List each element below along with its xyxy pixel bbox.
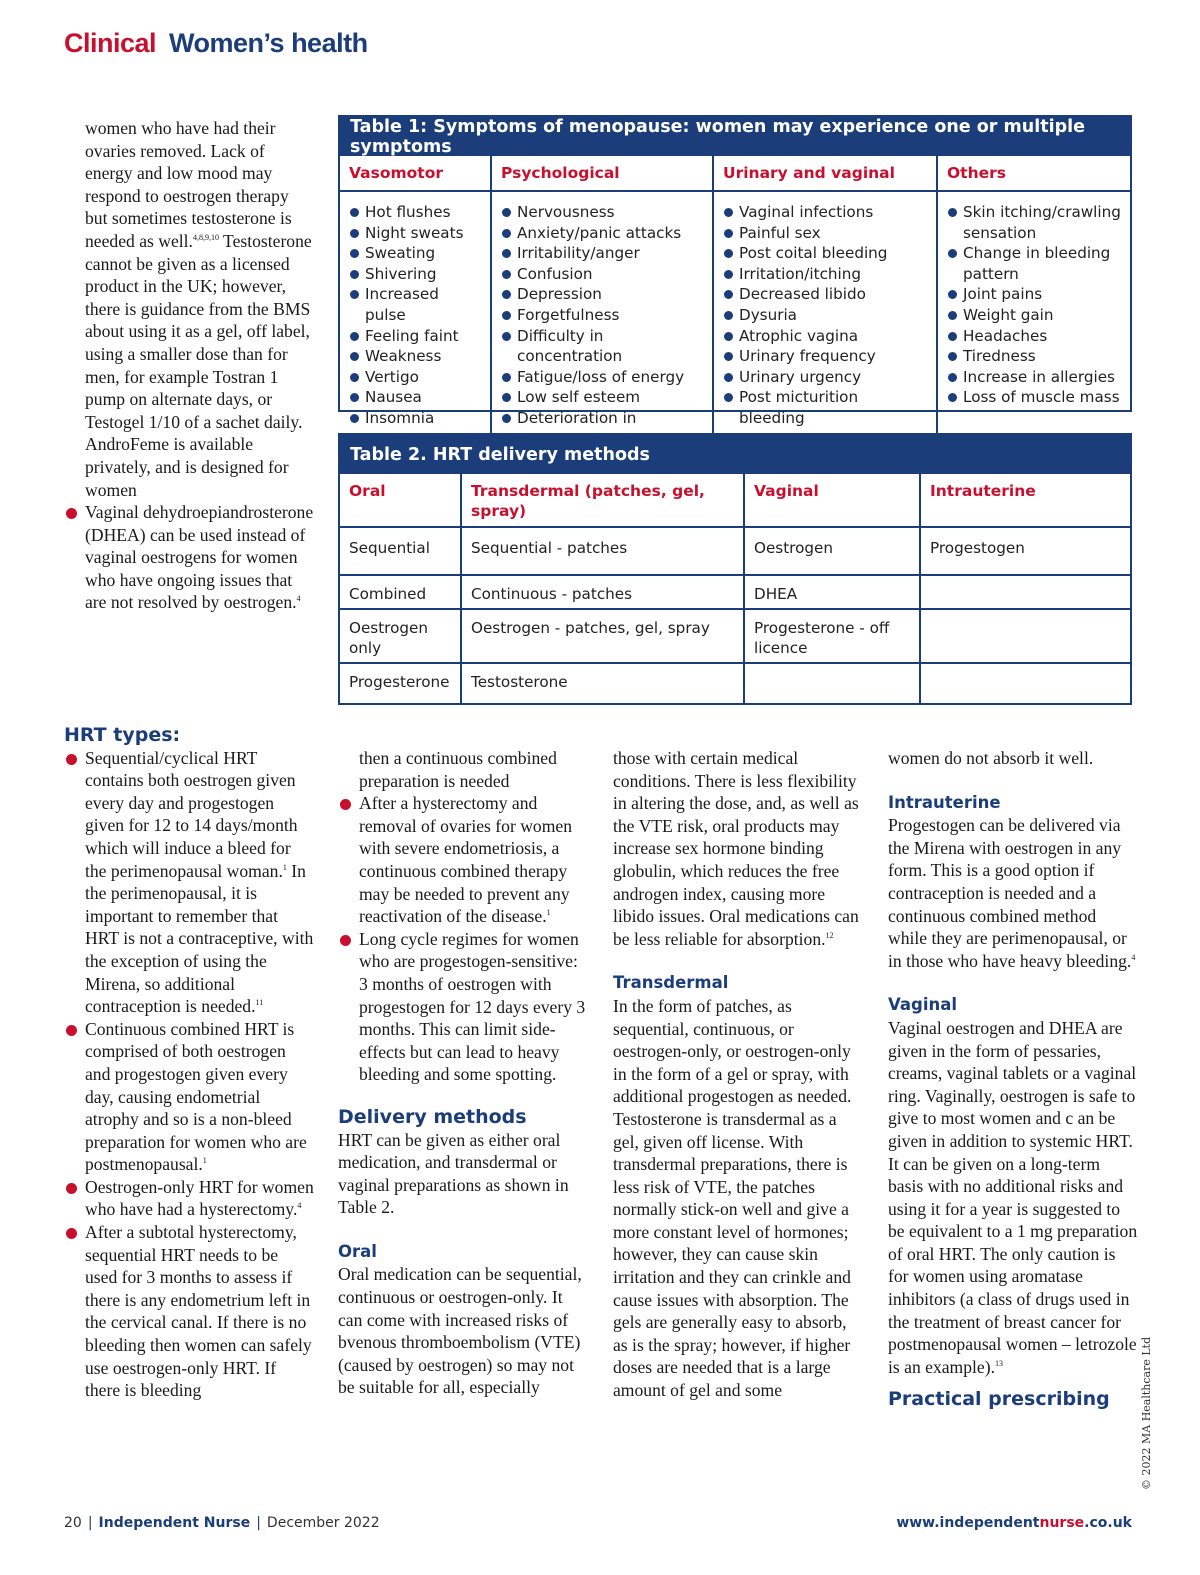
list-item: Irritation/itching xyxy=(723,264,927,285)
oral-continued-text: those with certain medical conditions. There is less flexibility in altering the dose, and, as well as the VTE risk, oral products may increase sex hormone binding globulin, which reduces the free androgen index, causing more libido issues. Oral medications can be less reliable for absorption.$^{12}$ xyxy=(613,748,859,949)
table-symptoms-of-menopause xyxy=(338,115,1132,427)
table-cell: Progesterone - off licence xyxy=(744,609,920,663)
table1-cell-vasomotor xyxy=(340,191,491,449)
issue-date: December 2022 xyxy=(266,1515,380,1531)
list-item: Oestrogen-only HRT for women who have had a hysterectomy.$^4$ xyxy=(64,1176,314,1221)
table1-title: Table 1: Symptoms of menopause: women may experience one or multiple symptoms xyxy=(340,117,1130,156)
table-cell: DHEA xyxy=(744,575,920,609)
copyright-notice: © 2022 MA Healthcare Ltd xyxy=(1140,1336,1153,1490)
table2-header-intrauterine: Intrauterine xyxy=(920,474,1130,527)
table-cell xyxy=(744,663,920,703)
table-cell xyxy=(920,609,1130,663)
list-item: Continuous combined HRT is comprised of both oestrogen and progestogen given every day, causing endometrial atrophy and so is a non-bleed preparation for women who are postmenopausal.$^1$ xyxy=(64,1018,314,1176)
table1-header-vasomotor: Vasomotor xyxy=(340,156,491,191)
table1-cell-urinary-vaginal xyxy=(713,191,937,449)
list-item: Headaches xyxy=(947,326,1121,347)
list-item: Night sweats xyxy=(349,223,481,244)
section-header xyxy=(64,28,368,59)
hrt-types-heading: HRT types: xyxy=(64,724,181,746)
table-cell: Sequential xyxy=(340,527,461,575)
list-item: Joint pains xyxy=(947,284,1121,305)
vaginal-heading: Vaginal xyxy=(888,995,958,1015)
website-link[interactable]: www.independentnurse.co.uk xyxy=(896,1515,1132,1531)
list-item: Tiredness xyxy=(947,346,1121,367)
list-item: Increased pulse xyxy=(349,284,481,325)
table-cell: Sequential - patches xyxy=(461,527,744,575)
table1-header-psychological: Psychological xyxy=(491,156,713,191)
list-item: Weakness xyxy=(349,346,481,367)
list-item: Dysuria xyxy=(723,305,927,326)
list-item: Urinary frequency xyxy=(723,346,927,367)
table-cell: Continuous - patches xyxy=(461,575,744,609)
list-item: Loss of muscle mass xyxy=(947,387,1121,408)
table-cell: Oestrogen - patches, gel, spray xyxy=(461,609,744,663)
hrt-types-list xyxy=(64,747,314,1402)
list-item: Irritability/anger xyxy=(501,243,703,264)
list-item: Nausea xyxy=(349,387,481,408)
publication-name: Independent Nurse xyxy=(98,1515,251,1531)
vaginal-text: Vaginal oestrogen and DHEA are given in the form of pessaries, creams, vaginal tablets or a vaginal ring. Vaginally, oestrogen is safe to give to most women and c an be given in addition to systemic HRT. It can be given on a long-term basis with no additional risks and using it for a year is suggested to be equivalent to a 1 mg preparation of oral HRT. The only caution is for women using aromatase inhibitors (a class of drugs used in the treatment of breast cancer for postmenopausal women – letrozole is an example).$^{13}$ xyxy=(888,1017,1138,1377)
delivery-methods-text: HRT can be given as either oral medication, and transdermal or vaginal preparations as shown in Table 2. xyxy=(338,1129,569,1218)
list-item: Shivering xyxy=(349,264,481,285)
list-item: Change in bleeding pattern xyxy=(947,243,1121,284)
table2-grid xyxy=(340,474,1130,703)
intrauterine-heading: Intrauterine xyxy=(888,792,1001,812)
table1-header-others: Others xyxy=(937,156,1130,191)
transdermal-heading: Transdermal xyxy=(613,973,729,993)
transdermal-text: In the form of patches, as sequential, continuous, or oestrogen-only, or oestrogen-only in the form of a gel or spray, with additional progestogen as needed. Testosterone is transdermal as a gel, given off license. With transdermal preparations, there is less risk of VTE, the patches normally stick-on well and give a more constant level of hormones; however, they can cause skin irritation and they can crinkle and cause issues with absorption. The gels are generally easy to absorb, as is the spray; however, if higher doses are needed that is a large amount of gel and some xyxy=(613,995,852,1401)
table-cell: Oestrogen xyxy=(744,527,920,575)
list-item: Skin itching/crawling sensation xyxy=(947,202,1121,243)
list-item: Hot flushes xyxy=(349,202,481,223)
table-cell: Combined xyxy=(340,575,461,609)
list-item: Confusion xyxy=(501,264,703,285)
table2-header-transdermal: Transdermal (patches, gel, spray) xyxy=(461,474,744,527)
table-cell xyxy=(920,663,1130,703)
practical-prescribing-heading: Practical prescribing xyxy=(888,1388,1110,1411)
table-hrt-delivery-methods xyxy=(338,433,1132,705)
transdermal-continued-text: women do not absorb it well. xyxy=(888,748,1094,768)
list-item: Insomnia xyxy=(349,408,481,429)
list-item: After a subtotal hysterectomy, sequential HRT needs to be used for 3 months to assess if there is any endometrium left in the cervical canal. If there is no bleeding then women can safely use oestrogen-only HRT. If there is bleeding xyxy=(64,1221,314,1402)
list-item: Weight gain xyxy=(947,305,1121,326)
column-top-left xyxy=(64,117,314,614)
table-cell xyxy=(920,575,1130,609)
column-3 xyxy=(613,747,865,1402)
list-item: Anxiety/panic attacks xyxy=(501,223,703,244)
table-cell: Oestrogen only xyxy=(340,609,461,663)
table-cell: Progesterone xyxy=(340,663,461,703)
list-item: Nervousness xyxy=(501,202,703,223)
list-item: Decreased libido xyxy=(723,284,927,305)
table1-header-urinary-vaginal: Urinary and vaginal xyxy=(713,156,937,191)
table2-header-vaginal: Vaginal xyxy=(744,474,920,527)
oral-heading: Oral xyxy=(338,1241,377,1261)
list-item: Increase in allergies xyxy=(947,367,1121,388)
list-item: Vaginal dehydroepiandrosterone (DHEA) can be used instead of vaginal oestrogens for women who have ongoing issues that are not resolved by oestrogen.$^4$ xyxy=(64,501,314,614)
list-item: After a hysterectomy and removal of ovaries for women with severe endometriosis, a continuous combined therapy may be needed to prevent any reactivation of the disease.$^1$ xyxy=(338,792,588,928)
list-item: Deterioration in xyxy=(501,408,703,449)
table1-cell-psychological xyxy=(491,191,713,449)
list-item: Low self esteem xyxy=(501,387,703,408)
table2-header-oral: Oral xyxy=(340,474,461,527)
list-item: Forgetfulness xyxy=(501,305,703,326)
list-item: Fatigue/loss of energy xyxy=(501,367,703,388)
dhea-bullet-list xyxy=(64,501,314,614)
oral-text: Oral medication can be sequential, continuous or oestrogen-only. It can come with increased risks of bvenous thromboembolism (VTE) (caused by oestrogen) so may not be suitable for all, especially xyxy=(338,1264,582,1398)
lead-paragraph: women who have had their ovaries removed. Lack of energy and low mood may respond to oestrogen therapy but sometimes testosterone is needed as well.$^{4,8,9,10}$ Testosterone cannot be given as a licensed product in the UK; however, there is guidance from the BMS about using it as a gel, off label, using a smaller dose than for men, for example Tostran 1 pump on alternate days, or Testogel 1/10 of a sachet daily. AndroFeme is available privately, and is designed for women xyxy=(85,118,312,500)
list-item: Depression xyxy=(501,284,703,305)
list-item: Sweating xyxy=(349,243,481,264)
delivery-methods-heading: Delivery methods xyxy=(338,1105,527,1128)
list-item: Vertigo xyxy=(349,367,481,388)
table1-cell-others xyxy=(937,191,1130,449)
section-label: Clinical xyxy=(64,28,157,58)
list-item: Difficulty in concentration xyxy=(501,326,703,367)
column-2 xyxy=(338,747,588,1399)
page-number: 20 xyxy=(64,1515,82,1531)
table2-title: Table 2. HRT delivery methods xyxy=(340,435,1130,474)
continued-text: then a continuous combined preparation is needed xyxy=(359,748,557,791)
list-item: Painful sex xyxy=(723,223,927,244)
page-footer: 20 | Independent Nurse | December 2022 xyxy=(64,1515,380,1531)
table-cell: Testosterone xyxy=(461,663,744,703)
list-item: Post micturition bleeding xyxy=(723,387,927,428)
topic-label: Women’s health xyxy=(169,28,368,58)
list-item: Long cycle regimes for women who are progestogen-sensitive: 3 months of oestrogen with progestogen for 12 days every 3 months. This can limit side-effects but can lead to heavy bleeding and some spotting. xyxy=(338,928,588,1086)
table1-grid xyxy=(340,156,1130,449)
intrauterine-text: Progestogen can be delivered via the Mirena with oestrogen in any form. This is a good option if contraception is needed and a continuous combined method while they are perimenopausal, or in those who have heavy bleeding.$^4$ xyxy=(888,815,1136,971)
list-item: Sequential/cyclical HRT contains both oestrogen given every day and progestogen given for 12 to 14 days/month which will induce a bleed for the perimenopausal woman.$^1$ In the perimenopausal, it is important to remember that HRT is not a contraceptive, with the exception of using the Mirena, so additional contraception is needed.$^{11}$ xyxy=(64,747,314,1018)
list-item: Urinary urgency xyxy=(723,367,927,388)
list-item: Post coital bleeding xyxy=(723,243,927,264)
column-1 xyxy=(64,724,314,1402)
column-4 xyxy=(888,747,1138,1411)
list-item: Feeling faint xyxy=(349,326,481,347)
regimes-list xyxy=(338,792,588,1086)
list-item: Atrophic vagina xyxy=(723,326,927,347)
list-item: Vaginal infections xyxy=(723,202,927,223)
table-cell: Progestogen xyxy=(920,527,1130,575)
